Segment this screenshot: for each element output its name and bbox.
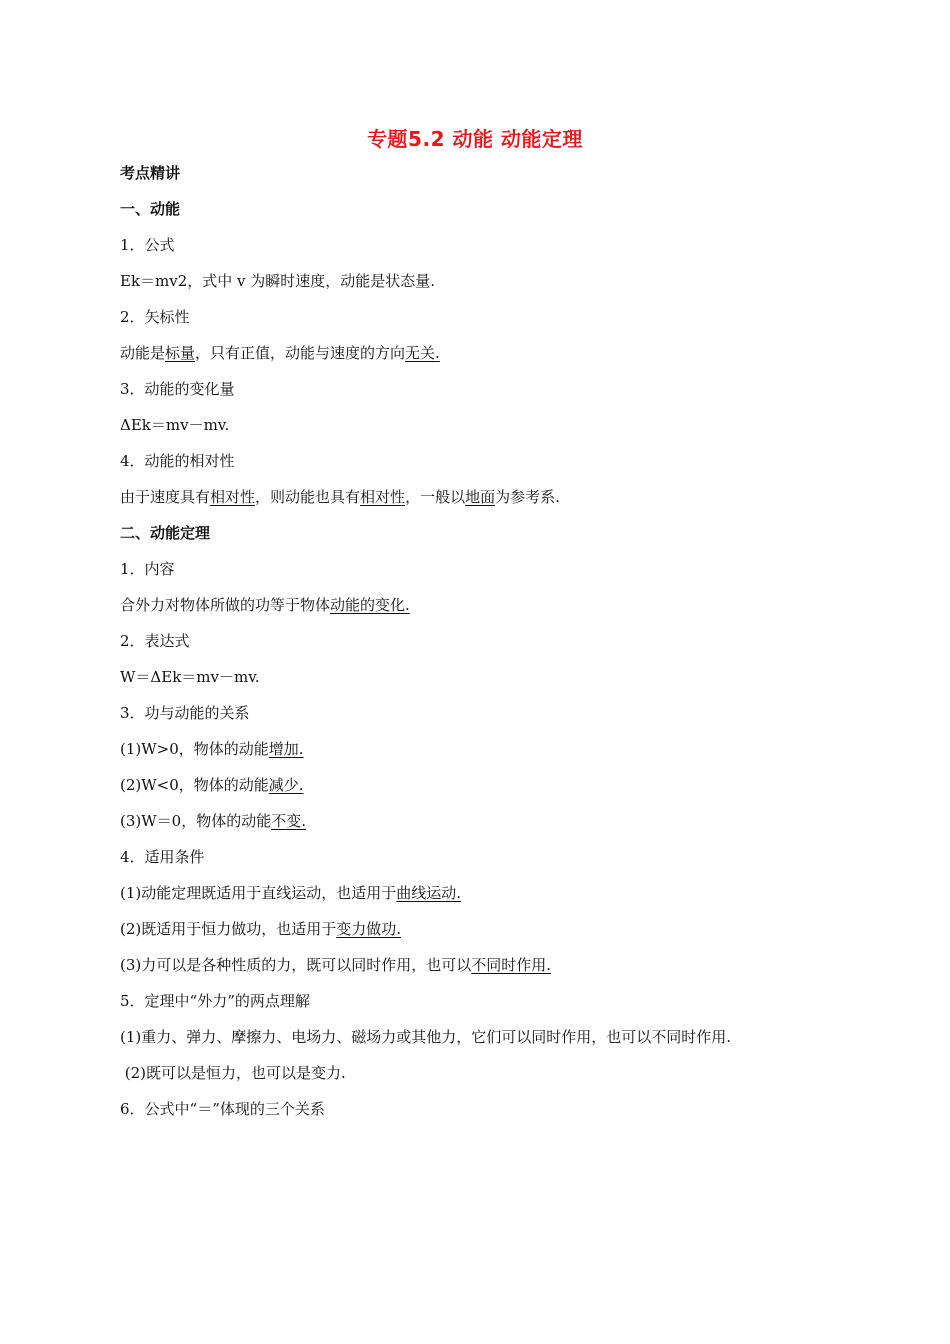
relativity-prefix: 由于速度具有	[120, 488, 211, 506]
relativity-text	[120, 487, 560, 507]
blank-decrease: 减少.	[268, 776, 304, 794]
blank-relativity-1: 相对性	[210, 488, 256, 506]
blank-variable-force: 变力做功.	[336, 920, 402, 938]
expression-formula: W＝ΔEk＝mv－mv.	[120, 668, 260, 686]
formula-ek: Ek＝mv2，式中 v 为瞬时速度，动能是状态量.	[120, 272, 436, 290]
relativity-mid2: ，一般以	[405, 488, 466, 506]
relation-2	[120, 775, 304, 795]
blank-ke-change: 动能的变化.	[330, 596, 410, 614]
condition-2	[120, 919, 401, 939]
blank-increase: 增加.	[268, 740, 304, 758]
section-label: 考点精讲	[120, 164, 181, 182]
item-expression-title: 2．表达式	[120, 632, 190, 650]
external-force-point-1: (1)重力、弹力、摩擦力、电场力、磁场力或其他力，它们可以同时作用，也可以不同时作用.	[120, 1028, 732, 1046]
relation-2-prefix: (2)W<0，物体的动能	[120, 776, 269, 794]
content-prefix: 合外力对物体所做的功等于物体	[120, 596, 331, 614]
blank-ground: 地面	[465, 488, 496, 506]
relation-1	[120, 739, 304, 759]
item-relation-title: 3．功与动能的关系	[120, 704, 250, 722]
item-change-title: 3．动能的变化量	[120, 380, 235, 398]
scalar-text	[120, 343, 449, 363]
scalar-prefix: 动能是	[120, 344, 166, 362]
blank-not-simultaneous: 不同时作用.	[471, 956, 552, 974]
change-formula: ΔEk＝mv－mv.	[120, 416, 230, 434]
item-external-force-title: 5．定理中“外力”的两点理解	[120, 992, 310, 1010]
document-title: 专题5.2 动能 动能定理	[367, 127, 583, 151]
external-force-point-2: (2)既可以是恒力，也可以是变力.	[120, 1064, 346, 1082]
relativity-suffix: 为参考系.	[495, 488, 560, 506]
item-formula-title: 1．公式	[120, 236, 175, 254]
condition-3	[120, 955, 551, 975]
condition-1-prefix: (1)动能定理既适用于直线运动，也适用于	[120, 884, 397, 902]
relation-3	[120, 811, 306, 831]
heading-kinetic-energy: 一、动能	[120, 200, 181, 218]
item-conditions-title: 4．适用条件	[120, 848, 205, 866]
item-content-title: 1．内容	[120, 560, 175, 578]
relativity-mid: ，则动能也具有	[255, 488, 361, 506]
relation-1-prefix: (1)W>0，物体的动能	[120, 740, 269, 758]
condition-1	[120, 883, 461, 903]
blank-independent: 无关.	[405, 344, 440, 362]
relation-3-prefix: (3)W＝0，物体的动能	[120, 812, 272, 830]
heading-theorem: 二、动能定理	[120, 524, 211, 542]
blank-curved-motion: 曲线运动.	[396, 884, 462, 902]
item-relativity-title: 4．动能的相对性	[120, 452, 235, 470]
blank-scalar: 标量	[165, 344, 196, 362]
content-text	[120, 595, 410, 615]
condition-3-prefix: (3)力可以是各种性质的力，既可以同时作用，也可以	[120, 956, 472, 974]
scalar-mid: ，只有正值，动能与速度的方向	[195, 344, 406, 362]
blank-unchanged: 不变.	[271, 812, 306, 830]
blank-relativity-2: 相对性	[360, 488, 406, 506]
item-equals-title: 6．公式中“＝”体现的三个关系	[120, 1100, 325, 1118]
condition-2-prefix: (2)既适用于恒力做功，也适用于	[120, 920, 337, 938]
item-scalar-title: 2．矢标性	[120, 308, 190, 326]
